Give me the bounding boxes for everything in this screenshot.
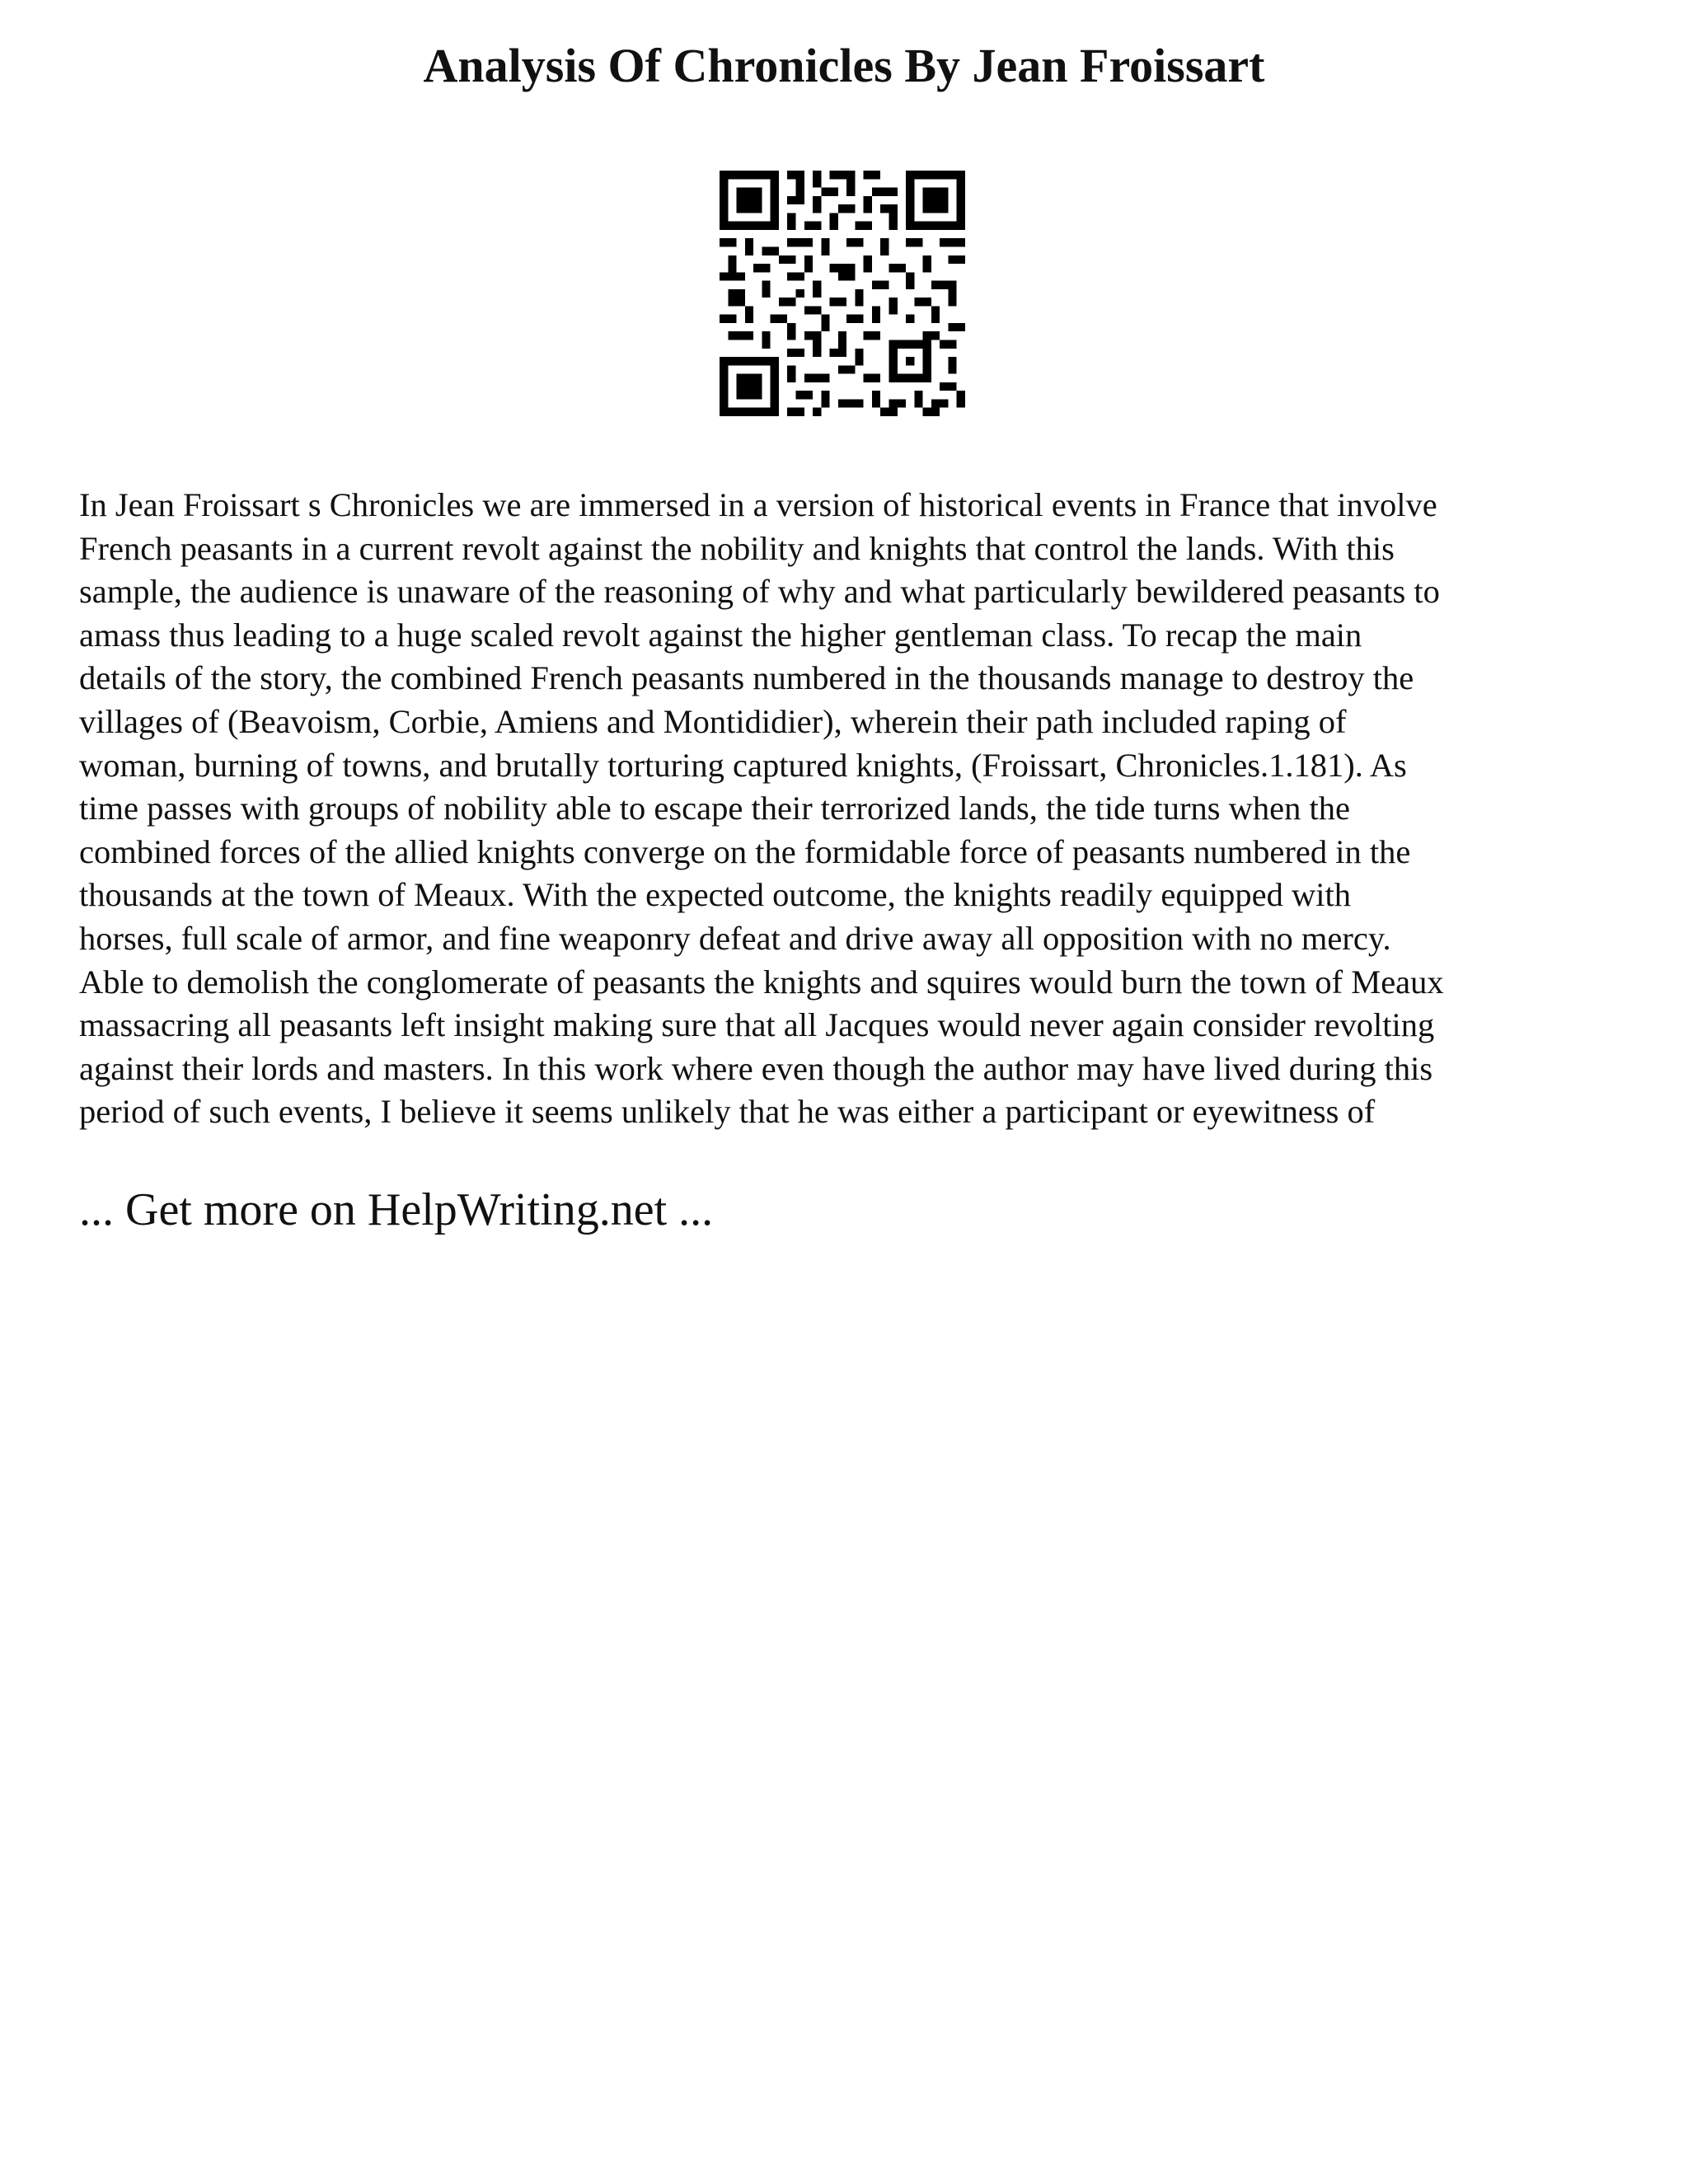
paragraph-line: horses, full scale of armor, and fine weaponry defeat and drive away all opposition with no mercy.	[79, 919, 1391, 957]
paragraph-line: woman, burning of towns, and brutally torturing captured knights, (Froissart, Chronicles.1.181). As	[79, 746, 1407, 784]
paragraph-line: In Jean Froissart s Chronicles we are immersed in a version of historical events in France that involve	[79, 486, 1437, 523]
paragraph-line: villages of (Beavoism, Corbie, Amiens and Montididier), wherein their path included raping of	[79, 702, 1347, 740]
paragraph-line: Able to demolish the conglomerate of peasants the knights and squires would burn the town of Meaux	[79, 963, 1444, 1001]
paragraph-line: details of the story, the combined French peasants numbered in the thousands manage to destroy the	[79, 659, 1414, 697]
paragraph-line: thousands at the town of Meaux. With the expected outcome, the knights readily equipped with	[79, 876, 1352, 914]
body-paragraph	[79, 484, 1629, 1134]
paragraph-line: time passes with groups of nobility able to escape their terrorized lands, the tide turns when the	[79, 790, 1350, 827]
paragraph-line: massacring all peasants left insight making sure that all Jacques would never again consider revolting	[79, 1006, 1435, 1044]
paragraph-line: French peasants in a current revolt against the nobility and knights that control the lands. With this	[79, 529, 1395, 567]
paragraph-line: amass thus leading to a huge scaled revolt against the higher gentleman class. To recap the main	[79, 616, 1362, 654]
paragraph-line: sample, the audience is unaware of the reasoning of why and what particularly bewildered peasants to	[79, 573, 1440, 611]
page-title: Analysis Of Chronicles By Jean Froissart	[423, 39, 1265, 92]
qr-code-icon	[720, 171, 965, 416]
paragraph-line: combined forces of the allied knights converge on the formidable force of peasants numbered in the	[79, 832, 1411, 870]
paragraph-line: period of such events, I believe it seems unlikely that he was either a participant or eyewitness of	[79, 1093, 1376, 1131]
get-more-link[interactable]: ... Get more on HelpWriting.net ...	[79, 1184, 714, 1235]
paragraph-line: against their lords and masters. In this work where even though the author may have lived during this	[79, 1049, 1433, 1087]
